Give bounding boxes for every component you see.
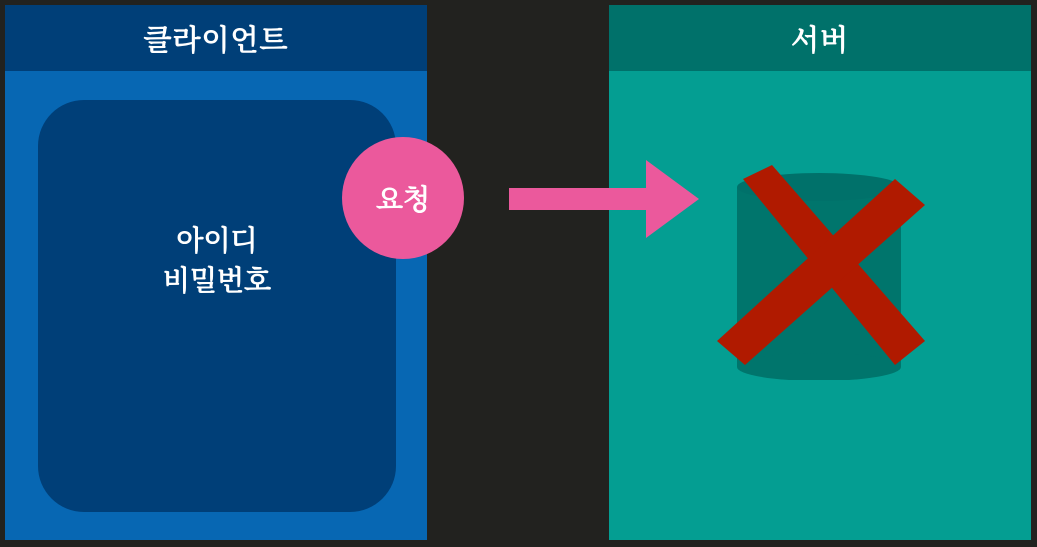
client-title: 클라이언트 — [143, 22, 289, 57]
request-badge — [342, 137, 464, 259]
arrow-shape — [509, 160, 699, 238]
server-header — [609, 5, 1031, 71]
credential-password-label: 비밀번호 — [162, 264, 272, 297]
client-header — [5, 5, 427, 71]
credential-username-label: 아이디 — [176, 224, 258, 257]
request-arrow-icon — [509, 160, 699, 238]
credentials-box — [38, 100, 396, 512]
request-label: 요청 — [375, 183, 431, 216]
database-icon — [715, 165, 925, 380]
server-title: 서버 — [790, 22, 850, 57]
client-panel — [5, 5, 427, 540]
